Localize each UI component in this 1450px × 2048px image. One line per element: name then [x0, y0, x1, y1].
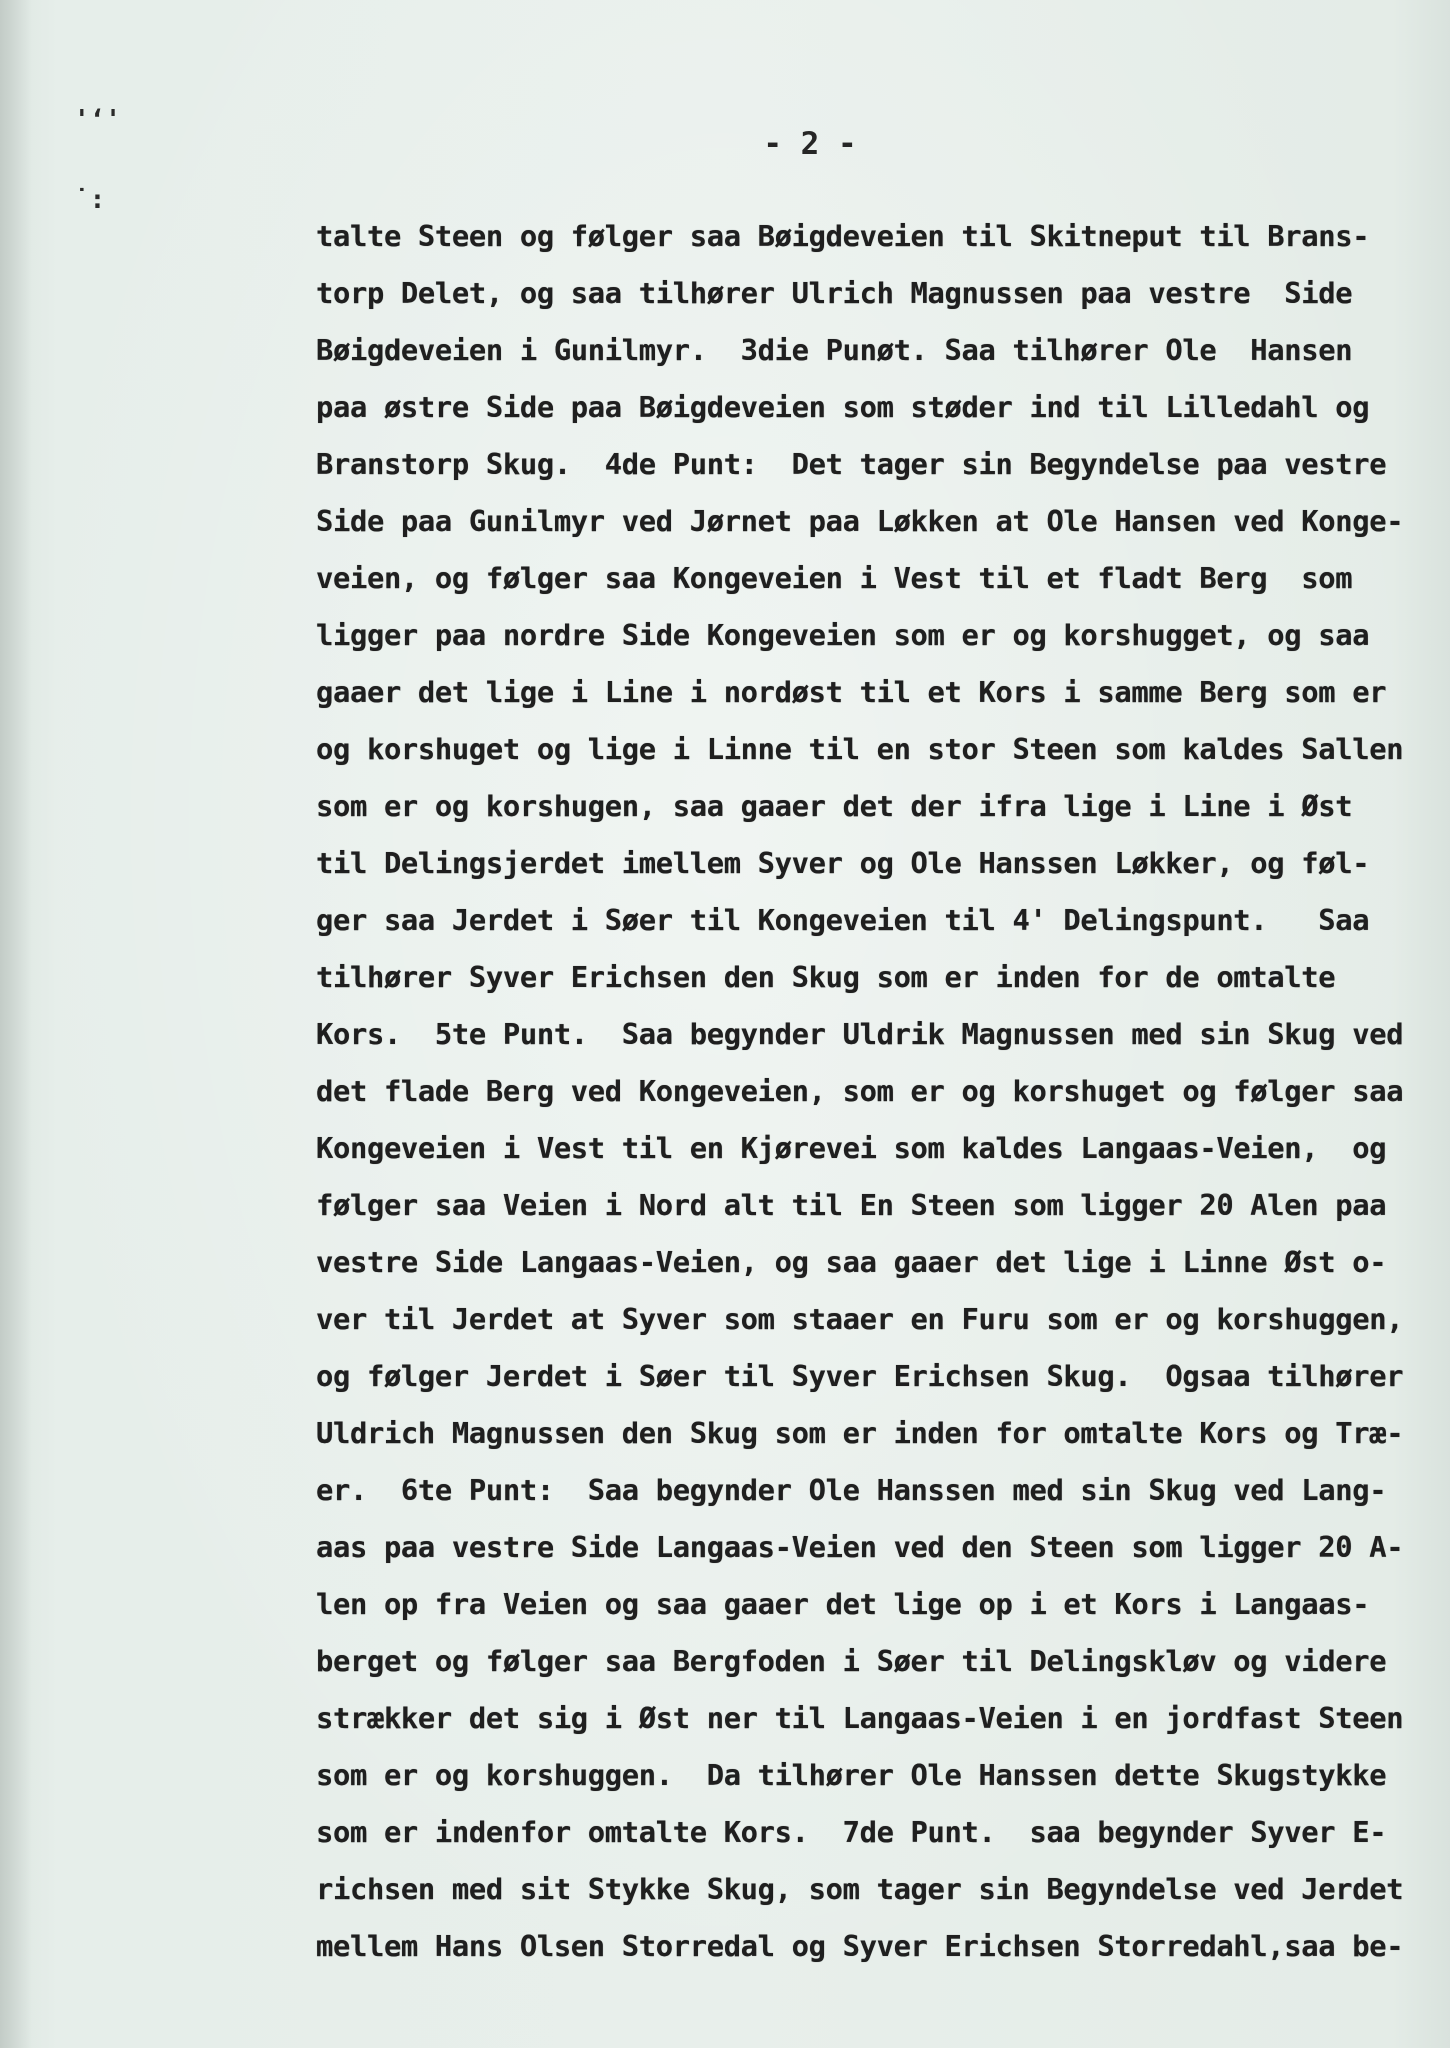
text-line: og følger Jerdet i Søer til Syver Erichsen Skug. Ogsaa tilhører	[316, 1359, 1404, 1393]
typed-text-body	[316, 208, 1434, 1975]
text-line: som er indenfor omtalte Kors. 7de Punt. saa begynder Syver E-	[316, 1815, 1387, 1849]
text-line: følger saa Veien i Nord alt til En Steen som ligger 20 Alen paa	[316, 1188, 1387, 1222]
text-line: len op fra Veien og saa gaaer det lige op i et Kors i Langaas-	[316, 1587, 1370, 1621]
text-line: Uldrich Magnussen den Skug som er inden for omtalte Kors og Træ-	[316, 1416, 1404, 1450]
text-line: veien, og følger saa Kongeveien i Vest til et fladt Berg som	[316, 561, 1353, 595]
margin-mark: '‘'	[74, 105, 121, 135]
text-line: tilhører Syver Erichsen den Skug som er inden for de omtalte	[316, 960, 1336, 994]
text-line: og korshuget og lige i Linne til en stor Steen som kaldes Sallen	[316, 732, 1404, 766]
text-line: aas paa vestre Side Langaas-Veien ved den Steen som ligger 20 A-	[316, 1530, 1404, 1564]
binding-shadow	[0, 0, 32, 2048]
text-line: paa østre Side paa Bøigdeveien som støder ind til Lilledahl og	[316, 390, 1370, 424]
text-line: Side paa Gunilmyr ved Jørnet paa Løkken at Ole Hansen ved Konge-	[316, 504, 1404, 538]
text-line: ligger paa nordre Side Kongeveien som er og korshugget, og saa	[316, 618, 1370, 652]
text-line: talte Steen og følger saa Bøigdeveien til Skitneput til Brans-	[316, 219, 1370, 253]
text-line: mellem Hans Olsen Storredal og Syver Erichsen Storredahl,saa be-	[316, 1929, 1404, 1963]
text-line: torp Delet, og saa tilhører Ulrich Magnussen paa vestre Side	[316, 276, 1353, 310]
text-line: det flade Berg ved Kongeveien, som er og korshuget og følger saa	[316, 1074, 1404, 1108]
margin-mark: ˙:	[74, 185, 106, 215]
text-line: som er og korshugen, saa gaaer det der ifra lige i Line i Øst	[316, 789, 1353, 823]
text-line: Branstorp Skug. 4de Punt: Det tager sin Begyndelse paa vestre	[316, 447, 1387, 481]
text-line: gaaer det lige i Line i nordøst til et Kors i samme Berg som er	[316, 675, 1387, 709]
text-line: Kongeveien i Vest til en Kjørevei som kaldes Langaas-Veien, og	[316, 1131, 1387, 1165]
text-line: berget og følger saa Bergfoden i Søer til Delingskløv og videre	[316, 1644, 1387, 1678]
text-line: ver til Jerdet at Syver som staaer en Furu som er og korshuggen,	[316, 1302, 1404, 1336]
page-number: - 2 -	[763, 126, 857, 162]
text-line: som er og korshuggen. Da tilhører Ole Hanssen dette Skugstykke	[316, 1758, 1387, 1792]
text-line: ger saa Jerdet i Søer til Kongeveien til 4' Delingspunt. Saa	[316, 903, 1370, 937]
text-line: strækker det sig i Øst ner til Langaas-Veien i en jordfast Steen	[316, 1701, 1404, 1735]
text-line: Bøigdeveien i Gunilmyr. 3die Punøt. Saa tilhører Ole Hansen	[316, 333, 1353, 367]
text-line: Kors. 5te Punt. Saa begynder Uldrik Magnussen med sin Skug ved	[316, 1017, 1404, 1051]
text-line: vestre Side Langaas-Veien, og saa gaaer det lige i Linne Øst o-	[316, 1245, 1387, 1279]
text-line: er. 6te Punt: Saa begynder Ole Hanssen med sin Skug ved Lang-	[316, 1473, 1387, 1507]
text-line: til Delingsjerdet imellem Syver og Ole Hanssen Løkker, og føl-	[316, 846, 1370, 880]
text-line: richsen med sit Stykke Skug, som tager sin Begyndelse ved Jerdet	[316, 1872, 1404, 1906]
